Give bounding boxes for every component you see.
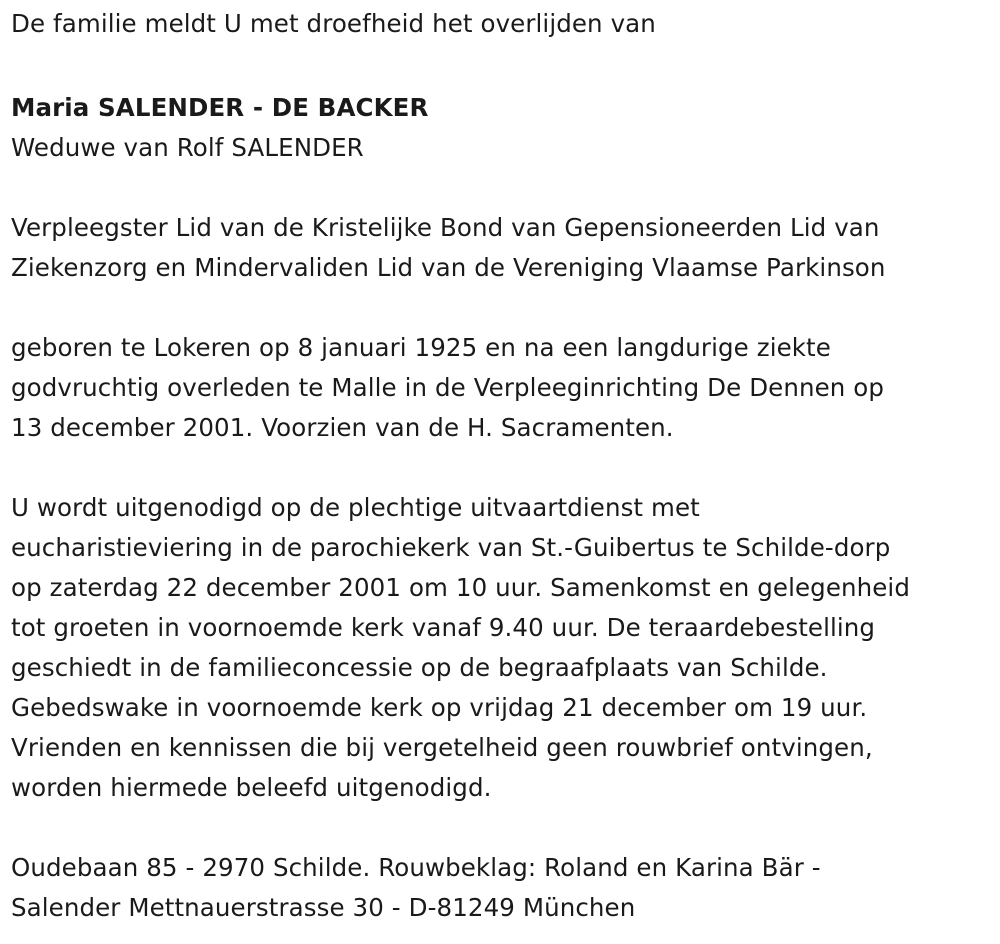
- deceased-name: Maria SALENDER - DE BACKER: [11, 93, 429, 122]
- widow-of-text: Weduwe van Rolf SALENDER: [11, 133, 364, 162]
- memberships-text: Verpleegster Lid van de Kristelijke Bond van Gepensioneerden Lid van Ziekenzorg en Mindervaliden Lid van de Vereniging Vlaamse Parkinson: [11, 213, 886, 282]
- funeral-announcement: [11, 0, 986, 928]
- address-text: Oudebaan 85 - 2970 Schilde. Rouwbeklag: Roland en Karina Bär - Salender Mettnauerstrasse 30 - D-81249 München: [11, 853, 821, 922]
- funeral-info-text: U wordt uitgenodigd op de plechtige uitvaartdienst met eucharistieviering in de parochiekerk van St.-Guibertus te Schilde-dorp op zaterdag 22 december 2001 om 10 uur. Samenkomst en gelegenheid tot groeten in voornoemde kerk vanaf 9.40 uur. De teraardebestelling geschiedt in de familieconcessie op de begraafplaats van Schilde. Gebedswake in voornoemde kerk op vrijdag 21 december om 19 uur. Vrienden en kennissen die bij vergetelheid geen rouwbrief ontvingen, worden hiermede beleefd uitgenodigd.: [11, 493, 910, 802]
- birth-death-text: geboren te Lokeren op 8 januari 1925 en na een langdurige ziekte godvruchtig overleden te Malle in de Verpleeginrichting De Dennen op 13 december 2001. Voorzien van de H. Sacramenten.: [11, 333, 885, 442]
- intro-text: De familie meldt U met droefheid het overlijden van: [11, 9, 656, 38]
